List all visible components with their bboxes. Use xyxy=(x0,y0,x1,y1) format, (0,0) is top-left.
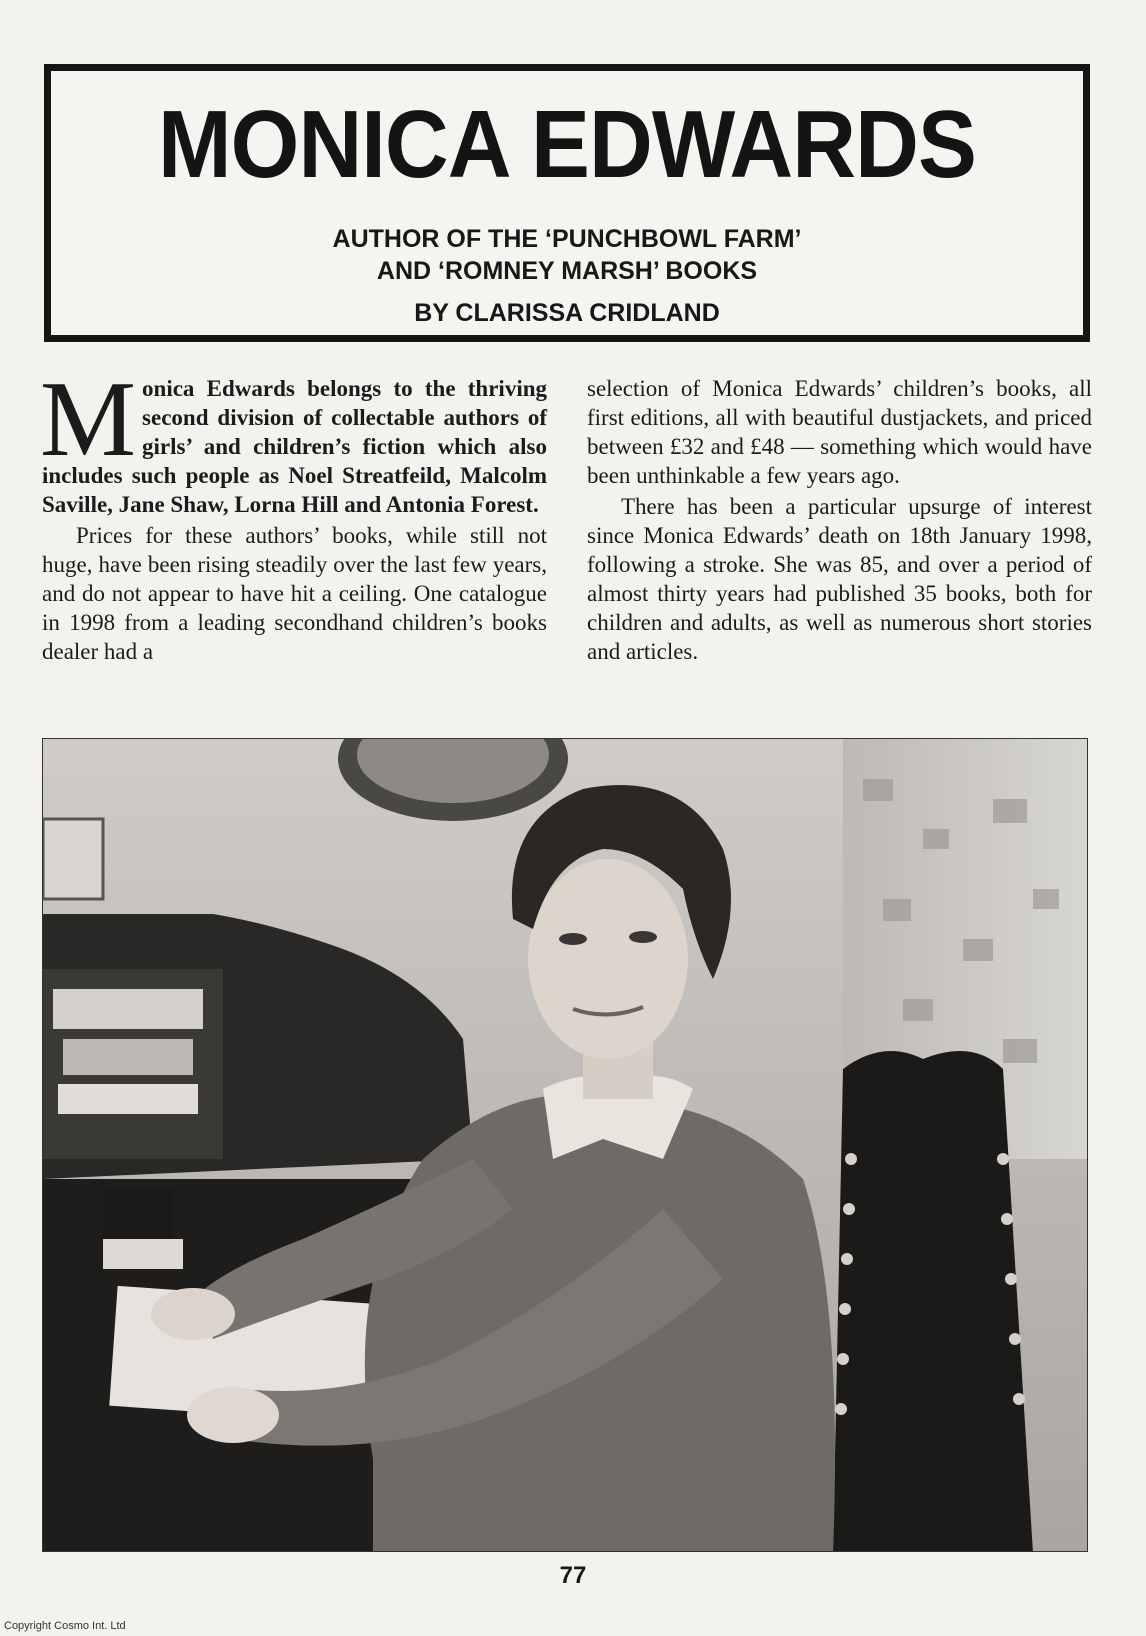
column-right xyxy=(587,374,1092,666)
copyright-notice: Copyright Cosmo Int. Ltd xyxy=(4,1620,126,1632)
article-subtitle xyxy=(51,223,1083,287)
author-photograph xyxy=(42,738,1088,1552)
column-left xyxy=(40,360,547,666)
title-box xyxy=(44,64,1090,342)
drop-cap: M xyxy=(40,360,137,479)
intro-paragraph xyxy=(40,360,547,519)
article-title: MONICA EDWARDS xyxy=(158,91,976,198)
paragraph-3: There has been a particular upsurge of interest since Monica Edwards’ death on 18th January 1998, following a stroke. She was 85, and over a period of almost thirty years had published 35 books, both for children and adults, as well as numerous short stories and articles. xyxy=(587,494,1092,664)
paragraph-2-continued: selection of Monica Edwards’ children’s books, all first editions, all with beautiful dustjackets, and priced between £32 and £48 — something which would have been unthinkable a few years ago. xyxy=(587,376,1092,488)
photo-illustration xyxy=(43,739,1088,1552)
article-byline: BY CLARISSA CRIDLAND xyxy=(414,299,720,327)
page-number: 77 xyxy=(559,1562,587,1589)
subtitle-line-1: AUTHOR OF THE ‘PUNCHBOWL FARM’ xyxy=(332,225,802,253)
subtitle-line-2: AND ‘ROMNEY MARSH’ BOOKS xyxy=(376,257,758,285)
paragraph-2: Prices for these authors’ books, while still not huge, have been rising steadily over the last few years, and do not appear to have hit a ceiling. One catalogue in 1998 from a leading secondhand children’s books dealer had a xyxy=(42,523,547,664)
intro-text: onica Edwards belongs to the thriving second division of collectable authors of girls’ and children’s fiction which also includes such people as Noel Streatfeild, Malcolm Saville, Jane Shaw, Lorna Hill and Antonia Forest. xyxy=(42,376,547,517)
